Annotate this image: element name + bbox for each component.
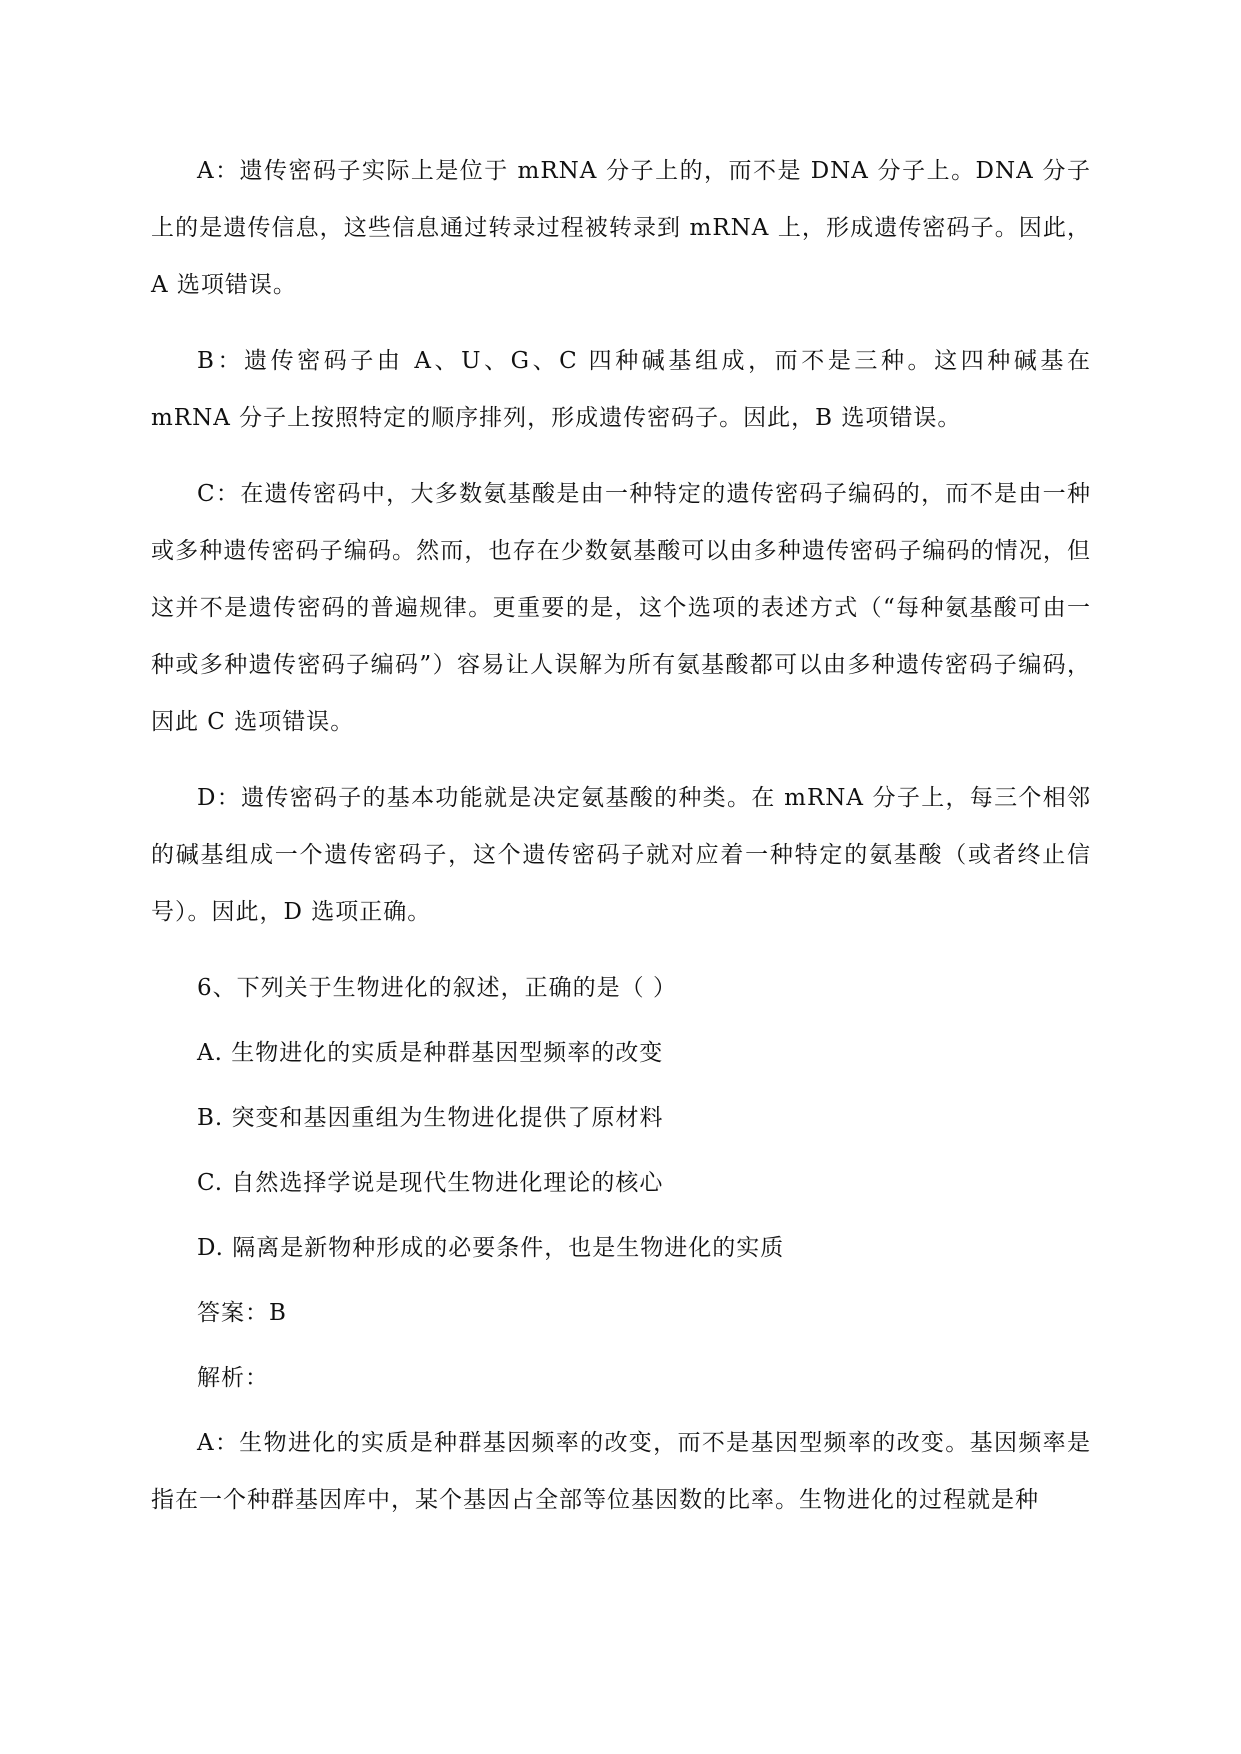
option-c: C. 自然选择学说是现代生物进化理论的核心: [197, 1170, 664, 1196]
option-d: D. 隔离是新物种形成的必要条件，也是生物进化的实质: [197, 1235, 785, 1261]
explanation-paragraph-d: D：遗传密码子的基本功能就是决定氨基酸的种类。在 mRNA 分子上，每三个相邻的碱基组成一个遗传密码子，这个遗传密码子就对应着一种特定的氨基酸（或者终止信号）。因此，D 选项正确。: [151, 785, 1091, 925]
analysis-label: 解析：: [197, 1365, 269, 1391]
document-body: [151, 143, 1091, 1548]
option-b: B. 突变和基因重组为生物进化提供了原材料: [197, 1105, 664, 1131]
question-stem: 6、下列关于生物进化的叙述，正确的是（ ）: [197, 975, 677, 1001]
explanation-paragraph-c: C：在遗传密码中，大多数氨基酸是由一种特定的遗传密码子编码的，而不是由一种或多种遗传密码子编码。然而，也存在少数氨基酸可以由多种遗传密码子编码的情况，但这并不是遗传密码的普遍规律。更重要的是，这个选项的表述方式（“每种氨基酸可由一种或多种遗传密码子编码”）容易让人误解为所有氨基酸都可以由多种遗传密码子编码，因此 C 选项错误。: [151, 481, 1091, 735]
option-a: A. 生物进化的实质是种群基因型频率的改变: [197, 1040, 664, 1066]
explanation-paragraph-b: B：遗传密码子由 A、U、G、C 四种碱基组成，而不是三种。这四种碱基在 mRNA 分子上按照特定的顺序排列，形成遗传密码子。因此，B 选项错误。: [151, 348, 1091, 431]
analysis-paragraph-a: A：生物进化的实质是种群基因频率的改变，而不是基因型频率的改变。基因频率是指在一个种群基因库中，某个基因占全部等位基因数的比率。生物进化的过程就是种: [151, 1430, 1091, 1513]
answer-line: 答案：B: [197, 1300, 287, 1326]
explanation-paragraph-a: A：遗传密码子实际上是位于 mRNA 分子上的，而不是 DNA 分子上。DNA 分子上的是遗传信息，这些信息通过转录过程被转录到 mRNA 上，形成遗传密码子。因此，A 选项错误。: [151, 158, 1091, 298]
